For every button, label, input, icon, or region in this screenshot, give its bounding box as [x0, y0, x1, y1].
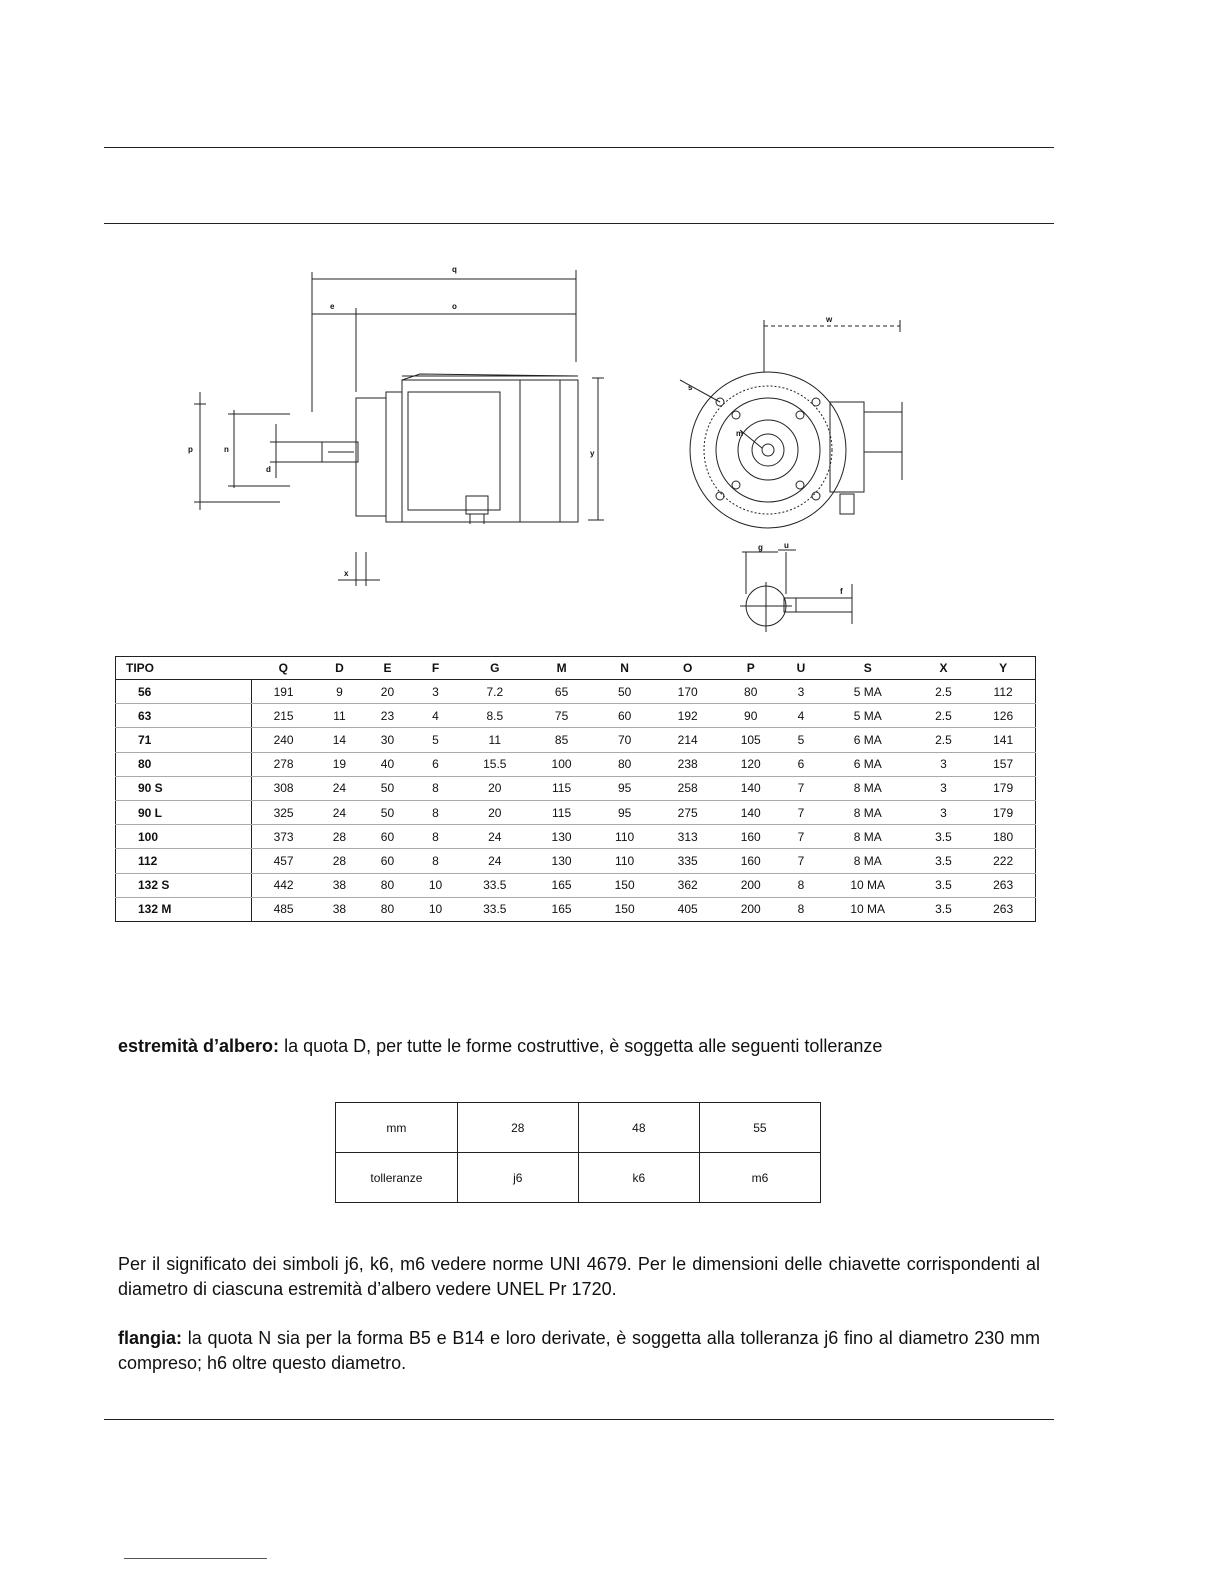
table-body — [116, 680, 1036, 922]
table-cell: 405 — [677, 902, 698, 917]
table-cell: 8 — [411, 800, 459, 824]
table-cell: 5 — [782, 728, 819, 752]
table-cell: 11 — [460, 728, 531, 752]
table-cell: 8 MA — [820, 825, 916, 849]
flange-lead: flangia: — [118, 1328, 183, 1348]
table-cell: 8 MA — [820, 776, 916, 800]
table-cell: 191 — [251, 680, 315, 704]
table-cell: 2.5 — [916, 704, 972, 728]
table-cell: 65 — [530, 680, 593, 704]
flange-text: la quota N sia per la forma B5 e B14 e loro derivate, è soggetta alla tolleranza j6 fino al diametro 230 mm compreso; h6 oltre questo diametro. — [118, 1328, 1040, 1373]
shaft-circle — [752, 434, 784, 466]
table-cell: 5 MA — [820, 680, 916, 704]
table-row — [116, 873, 1036, 897]
table-row — [116, 752, 1036, 776]
terminal-box — [408, 392, 500, 510]
table-cell: 90 — [719, 704, 782, 728]
label-m: m — [736, 429, 744, 438]
table-cell: 70 — [593, 728, 656, 752]
table-cell: 48 — [578, 1103, 699, 1153]
table-cell: 150 — [593, 873, 656, 897]
table-cell: 373 — [251, 825, 315, 849]
table-header-cell: O — [656, 657, 719, 680]
flange-side — [386, 392, 402, 522]
table-cell: 33.5 — [483, 902, 507, 917]
table-cell: 50 — [363, 776, 411, 800]
table-cell: 30 — [363, 728, 411, 752]
table-header-cell: M — [530, 657, 593, 680]
table-cell: 8 MA — [820, 849, 916, 873]
table-row — [116, 849, 1036, 873]
table-row — [336, 1153, 821, 1203]
table-cell: 7 — [782, 825, 819, 849]
table-header-cell: P — [719, 657, 782, 680]
table-row — [116, 680, 1036, 704]
table-row — [116, 897, 1036, 921]
table-cell: 3.5 — [916, 873, 972, 897]
table-cell: 335 — [656, 849, 719, 873]
table-cell: 75 — [530, 704, 593, 728]
table-row — [116, 800, 1036, 824]
table-cell: 7 — [782, 800, 819, 824]
table-cell: 20 — [363, 680, 411, 704]
label-p: p — [188, 445, 193, 454]
table-cell: 278 — [251, 752, 315, 776]
table-cell: 8.5 — [460, 704, 531, 728]
table-cell: mm — [336, 1103, 458, 1153]
table-cell: 40 — [363, 752, 411, 776]
table-cell: 170 — [656, 680, 719, 704]
table-cell: 115 — [530, 776, 593, 800]
table-row — [116, 825, 1036, 849]
table-cell: 3 — [916, 776, 972, 800]
table-cell: 55 — [699, 1103, 820, 1153]
flange-paragraph — [118, 1326, 1040, 1376]
table-header-cell: G — [460, 657, 531, 680]
table-cell: 263 — [993, 902, 1014, 917]
table-cell: 50 — [593, 680, 656, 704]
table-cell: 179 — [971, 800, 1035, 824]
motor-body-outline — [402, 380, 578, 522]
table-cell: 8 MA — [820, 800, 916, 824]
table-cell: 362 — [656, 873, 719, 897]
table-cell: 442 — [251, 873, 315, 897]
table-cell: 112 — [971, 680, 1035, 704]
table-cell: 222 — [971, 849, 1035, 873]
label-x: x — [344, 569, 349, 578]
bottom-rule — [104, 1419, 1054, 1420]
table-header-cell: N — [593, 657, 656, 680]
table-cell: 238 — [656, 752, 719, 776]
label-d: d — [266, 465, 271, 474]
table-row — [116, 728, 1036, 752]
table-cell: 60 — [363, 825, 411, 849]
tipo-cell: 63 — [116, 704, 252, 728]
table-cell: 180 — [971, 825, 1035, 849]
table-cell: 15.5 — [460, 752, 531, 776]
table-header-row — [116, 657, 1036, 680]
table-cell: 258 — [656, 776, 719, 800]
table-cell: 85 — [530, 728, 593, 752]
front-view-outer-circle — [690, 372, 846, 528]
table-header-cell: S — [820, 657, 916, 680]
label-f: f — [840, 587, 843, 596]
table-cell: 4 — [411, 704, 459, 728]
drawing-svg — [180, 252, 940, 647]
table-header-cell: D — [315, 657, 363, 680]
label-w: w — [826, 315, 833, 324]
symbols-paragraph: Per il significato dei simboli j6, k6, m6 vedere norme UNI 4679. Per le dimensioni delle chiavette corrispondenti al diametro di ciascuna estremità d’albero vedere UNEL Pr 1720. — [118, 1254, 1040, 1299]
table-cell: 24 — [315, 776, 363, 800]
table-cell: 6 — [411, 752, 459, 776]
label-n: n — [224, 445, 229, 454]
table-cell: 95 — [593, 776, 656, 800]
table-cell: 10 — [411, 873, 459, 897]
table-cell: 20 — [460, 800, 531, 824]
table-cell: 3 — [916, 800, 972, 824]
table-cell: 200 — [719, 873, 782, 897]
table-cell: 9 — [315, 680, 363, 704]
tipo-cell: 112 — [116, 849, 252, 873]
table-cell: 3.5 — [916, 849, 972, 873]
table-cell: 141 — [971, 728, 1035, 752]
table-cell: 3.5 — [916, 825, 972, 849]
table-cell: 2.5 — [916, 680, 972, 704]
table-cell: 192 — [656, 704, 719, 728]
shaft-end-text: la quota D, per tutte le forme costruttive, è soggetta alle seguenti tolleranze — [279, 1036, 883, 1056]
table-cell: 140 — [719, 776, 782, 800]
table-cell: 200 — [740, 902, 761, 917]
tipo-cell: 90 S — [116, 776, 252, 800]
table-header-cell: TIPO — [116, 657, 252, 680]
table-cell: tolleranze — [336, 1153, 458, 1203]
table-header-cell: X — [916, 657, 972, 680]
tipo-cell: 132 M — [116, 897, 252, 921]
table-cell: 80 — [593, 752, 656, 776]
table-cell: 4 — [782, 704, 819, 728]
table-cell: 10 — [428, 902, 443, 917]
table-cell: 14 — [315, 728, 363, 752]
table-cell: 165 — [530, 873, 593, 897]
table-cell: 160 — [719, 825, 782, 849]
table-cell: 28 — [457, 1103, 578, 1153]
table-cell: 23 — [363, 704, 411, 728]
table-cell: 140 — [719, 800, 782, 824]
table-cell: 6 MA — [820, 728, 916, 752]
table-cell: 2.5 — [916, 728, 972, 752]
table-cell: 110 — [593, 849, 656, 873]
table-cell: 60 — [593, 704, 656, 728]
motor-technical-drawing — [180, 252, 940, 647]
table-cell: 10 MA — [820, 873, 916, 897]
table-cell: 19 — [315, 752, 363, 776]
label-o: o — [452, 302, 457, 311]
table-header-cell: Q — [251, 657, 315, 680]
table-cell: 28 — [315, 849, 363, 873]
label-g: g — [758, 543, 763, 552]
table-row — [116, 704, 1036, 728]
table-cell: 95 — [593, 800, 656, 824]
table-cell: 28 — [315, 825, 363, 849]
table-cell: 313 — [656, 825, 719, 849]
table-cell: 24 — [315, 800, 363, 824]
tipo-cell: 71 — [116, 728, 252, 752]
table-cell: 165 — [551, 902, 572, 917]
table-cell: 8 — [782, 873, 819, 897]
table-cell: 120 — [719, 752, 782, 776]
table-cell: 50 — [363, 800, 411, 824]
table-cell: 5 — [411, 728, 459, 752]
table-cell: 20 — [460, 776, 531, 800]
table-cell: 179 — [971, 776, 1035, 800]
table-cell: 80 — [719, 680, 782, 704]
label-e: e — [330, 302, 335, 311]
table-cell: 3.5 — [935, 902, 952, 917]
table-cell: j6 — [457, 1153, 578, 1203]
table-cell: 10 MA — [850, 902, 886, 917]
table-cell: 80 — [380, 902, 395, 917]
table-cell: 485 — [273, 902, 294, 917]
table-cell: 105 — [719, 728, 782, 752]
table-cell: 240 — [251, 728, 315, 752]
table-cell: 7.2 — [460, 680, 531, 704]
table-cell: 157 — [971, 752, 1035, 776]
tipo-cell: 80 — [116, 752, 252, 776]
table-cell: 3 — [411, 680, 459, 704]
table-cell: 130 — [530, 849, 593, 873]
table-cell: 275 — [656, 800, 719, 824]
tipo-cell: 132 S — [116, 873, 252, 897]
table-header-cell: U — [782, 657, 819, 680]
tipo-cell: 90 L — [116, 800, 252, 824]
tipo-cell: 56 — [116, 680, 252, 704]
table-cell: 7 — [782, 776, 819, 800]
front-terminal-box — [830, 402, 864, 492]
table-cell: 8 — [411, 776, 459, 800]
shaft-end-lead: estremità d’albero: — [118, 1036, 280, 1056]
table-cell: m6 — [699, 1153, 820, 1203]
table-cell: 457 — [251, 849, 315, 873]
table-cell: 150 — [614, 902, 635, 917]
table-cell: 8 — [797, 902, 805, 917]
table-cell: 24 — [460, 825, 531, 849]
table-cell: 215 — [251, 704, 315, 728]
label-s: s — [688, 383, 693, 392]
table-cell: 263 — [971, 873, 1035, 897]
table-row — [116, 776, 1036, 800]
label-u: u — [784, 541, 789, 550]
shaft-end-paragraph — [118, 1034, 1040, 1059]
tipo-cell: 100 — [116, 825, 252, 849]
table-cell: 110 — [593, 825, 656, 849]
table-header-cell: E — [363, 657, 411, 680]
table-cell: 6 MA — [820, 752, 916, 776]
table-cell: 60 — [363, 849, 411, 873]
table-cell: 6 — [782, 752, 819, 776]
table-cell: k6 — [578, 1153, 699, 1203]
label-q: q — [452, 265, 457, 274]
footer-rule — [124, 1558, 267, 1559]
table-cell: 7 — [782, 849, 819, 873]
table-cell: 325 — [251, 800, 315, 824]
table-cell: 115 — [530, 800, 593, 824]
motor-dimensions-table — [115, 656, 1036, 922]
table-cell: 24 — [460, 849, 531, 873]
table-header-cell: Y — [971, 657, 1035, 680]
table-cell: 130 — [530, 825, 593, 849]
table-cell: 80 — [363, 873, 411, 897]
table-cell: 100 — [530, 752, 593, 776]
table-cell: 8 — [411, 825, 459, 849]
top-rule — [104, 147, 1054, 148]
table-cell: 11 — [315, 704, 363, 728]
table-cell: 38 — [315, 873, 363, 897]
table-cell: 5 MA — [820, 704, 916, 728]
table-cell: 126 — [971, 704, 1035, 728]
table-header-cell: F — [411, 657, 459, 680]
table-cell: 3 — [782, 680, 819, 704]
table-row — [336, 1103, 821, 1153]
table-cell: 38 — [332, 902, 347, 917]
table-cell: 3 — [916, 752, 972, 776]
tolerance-table — [335, 1102, 821, 1203]
header-rule — [104, 223, 1054, 224]
table-cell: 8 — [411, 849, 459, 873]
table-cell: 160 — [719, 849, 782, 873]
table-cell: 214 — [656, 728, 719, 752]
table-cell: 308 — [251, 776, 315, 800]
label-y: y — [590, 449, 595, 458]
table-cell: 33.5 — [460, 873, 531, 897]
